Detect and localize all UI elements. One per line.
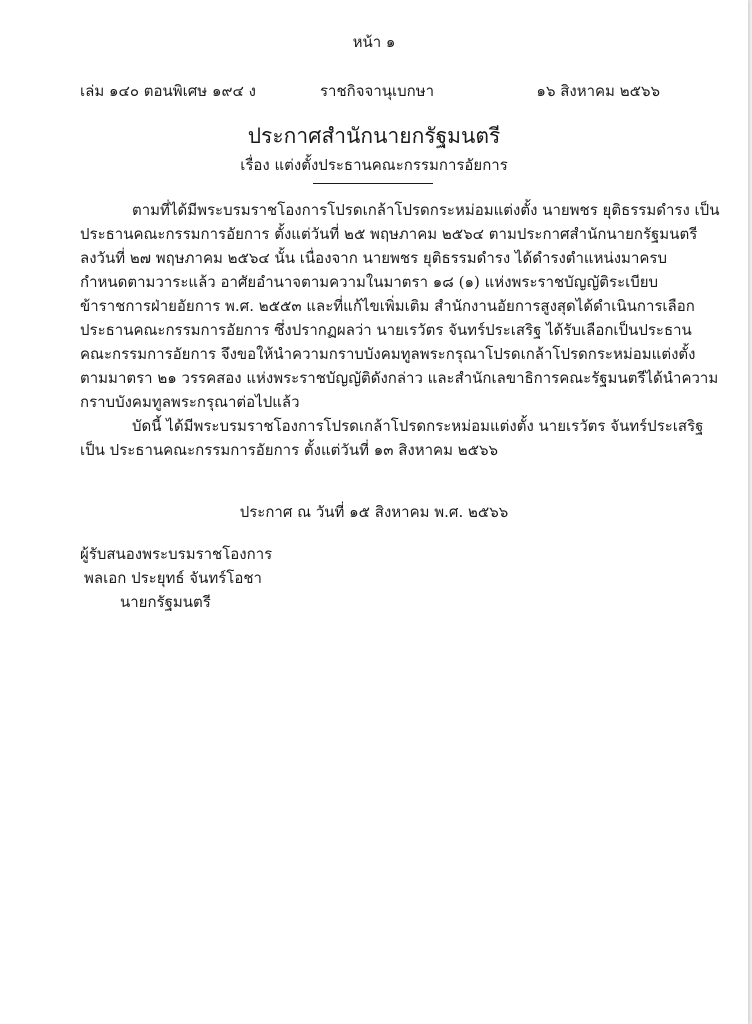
body-line: กำหนดตามวาระแล้ว อาศัยอำนาจตามความในมาตรา ๑๘ (๑) แห่งพระราชบัญญัติระเบียบ: [80, 273, 659, 291]
document-title: ประกาศสำนักนายกรัฐมนตรี: [247, 124, 501, 148]
page-number: หน้า ๑: [352, 33, 396, 51]
document-body: [80, 198, 720, 462]
document-subject: เรื่อง แต่งตั้งประธานคณะกรรมการอัยการ: [240, 156, 508, 174]
gazette-header: [80, 79, 660, 101]
signature-block: [80, 542, 272, 614]
signatory-name: พลเอก ประยุทธ์ จันทร์โอชา: [84, 569, 262, 587]
announcement-date: ประกาศ ณ วันที่ ๑๕ สิงหาคม พ.ศ. ๒๕๖๖: [239, 503, 509, 521]
body-line: บัดนี้ ได้มีพระบรมราชโองการโปรดเกล้าโปรดกระหม่อมแต่งตั้ง นายเรวัตร จันทร์ประเสริฐ: [132, 417, 704, 435]
body-line: ประธานคณะกรรมการอัยการ ซึ่งปรากฏผลว่า นายเรวัตร จันทร์ประเสริฐ ได้รับเลือกเป็นประธาน: [80, 321, 692, 339]
body-line: ประธานคณะกรรมการอัยการ ตั้งแต่วันที่ ๒๕ พฤษภาคม ๒๕๖๔ ตามประกาศสำนักนายกรัฐมนตรี: [80, 225, 698, 243]
countersign-label: ผู้รับสนองพระบรมราชโองการ: [80, 545, 273, 563]
gazette-publication: ราชกิจจานุเบกษา: [320, 82, 435, 100]
title-divider: [313, 183, 433, 184]
body-line: ตามมาตรา ๒๑ วรรคสอง แห่งพระราชบัญญัติดังกล่าว และสำนักเลขาธิการคณะรัฐมนตรีได้นำความ: [80, 369, 719, 387]
signatory-position: นายกรัฐมนตรี: [120, 593, 211, 611]
body-line: กราบบังคมทูลพระกรุณาต่อไปแล้ว: [80, 393, 300, 411]
gazette-date: ๑๖ สิงหาคม ๒๕๖๖: [536, 82, 660, 100]
body-line: ข้าราชการฝ่ายอัยการ พ.ศ. ๒๕๕๓ และที่แก้ไขเพิ่มเติม สำนักงานอัยการสูงสุดได้ดำเนินการเลือก: [80, 297, 695, 315]
body-line: ตามที่ได้มีพระบรมราชโองการโปรดเกล้าโปรดกระหม่อมแต่งตั้ง นายพชร ยุติธรรมดำรง เป็น: [132, 201, 720, 219]
body-line: เป็น ประธานคณะกรรมการอัยการ ตั้งแต่วันที่ ๑๓ สิงหาคม ๒๕๖๖: [80, 441, 499, 459]
body-line: คณะกรรมการอัยการ จึงขอให้นำความกราบบังคมทูลพระกรุณาโปรดเกล้าโปรดกระหม่อมแต่งตั้ง: [80, 345, 696, 363]
body-line: ลงวันที่ ๒๗ พฤษภาคม ๒๕๖๔ นั้น เนื่องจาก นายพชร ยุติธรรมดำรง ได้ดำรงตำแหน่งมาครบ: [80, 249, 667, 267]
gazette-volume: เล่ม ๑๔๐ ตอนพิเศษ ๑๙๔ ง: [80, 82, 256, 100]
